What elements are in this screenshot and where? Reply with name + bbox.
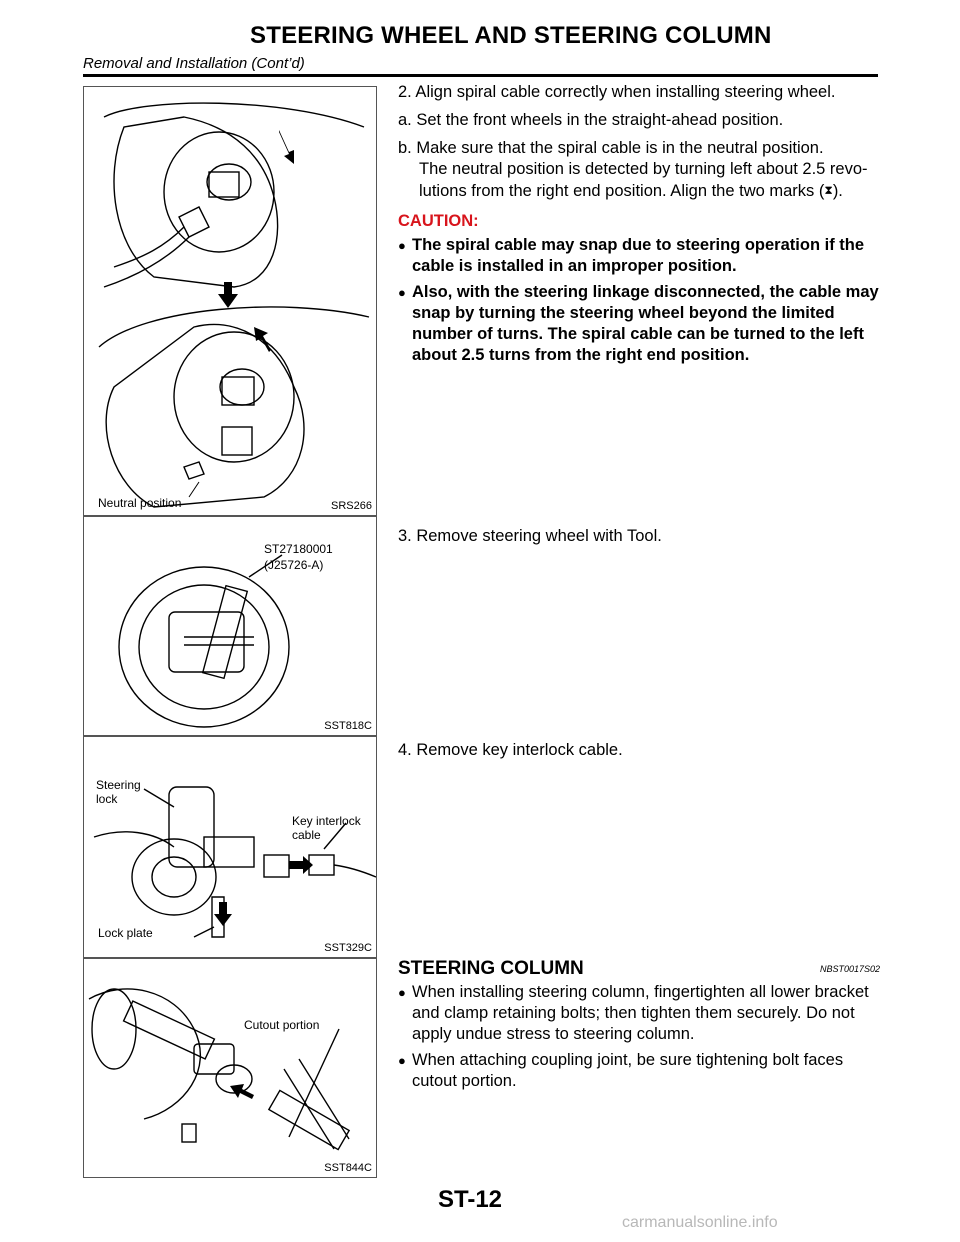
label-key-interlock: Key interlock [292,814,361,828]
alignment-mark-icon: ⧗ [824,183,833,197]
label-lock: lock [96,792,118,806]
step-3: 3. Remove steering wheel with Tool. [398,527,662,545]
step-2b-detail-line2: lutions from the right end position. Align the two marks ( [419,182,825,200]
label-tool-alt: (J25726-A) [264,558,324,572]
figure-code: SRS266 [331,500,372,512]
step-2a: a. Set the front wheels in the straight-ahead position. [398,111,784,129]
steering-column-bullets [398,982,880,1097]
caution-item-text: The spiral cable may snap due to steering operation if the cable is installed in an improper position. [412,236,865,275]
bullet-icon: ● [398,1053,406,1068]
caution-item [398,235,880,277]
instruction-item [398,982,880,1045]
figure-code: SST844C [324,1162,372,1174]
figure-code: SST329C [324,942,372,954]
watermark: carmanualsonline.info [622,1214,778,1231]
step-2b-detail [398,159,880,202]
page-title: STEERING WHEEL AND STEERING COLUMN [250,22,772,49]
instruction-item [398,1050,880,1092]
step-2-block [398,82,880,371]
instruction-item-text: When installing steering column, fingertighten all lower bracket and clamp retaining bolts; then tighten them securely. Do not apply undue stress to steering column. [412,983,869,1043]
page-subtitle: Removal and Installation (Cont’d) [83,55,305,72]
label-cable: cable [292,828,321,842]
label-steering: Steering [96,778,141,792]
page-number: ST-12 [438,1186,503,1213]
step-2b-detail-line1: The neutral position is detected by turning left about 2.5 revo- [419,160,868,178]
figure-key-interlock [83,736,377,958]
figure-steering-column [83,958,377,1178]
step-2b-title: b. Make sure that the spiral cable is in the neutral position. [398,139,824,157]
label-neutral-position: Neutral position [98,496,182,510]
label-tool-number: ST27180001 [264,542,333,556]
key-interlock-illustration [84,737,376,957]
caution-item [398,282,880,366]
caution-item-text: Also, with the steering linkage disconnected, the cable may snap by turning the steering wheel beyond the limited number of turns. The spiral cable can be turned to the left about 2.5 turns from the right end position. [412,283,879,364]
bullet-icon: ● [398,285,406,300]
section-title: STEERING COLUMN [398,958,584,979]
steering-column-illustration [84,959,376,1177]
header-rule [83,74,878,77]
instruction-item-text: When attaching coupling joint, be sure tightening bolt faces cutout portion. [412,1051,844,1090]
spiral-cable-illustration [84,87,376,515]
wheel-puller-illustration [84,517,376,735]
caution-title: CAUTION: [398,212,479,230]
label-cutout-portion: Cutout portion [244,1018,320,1032]
label-lock-plate: Lock plate [98,926,153,940]
bullet-icon: ● [398,238,406,253]
figure-code: SST818C [324,720,372,732]
step-4: 4. Remove key interlock cable. [398,741,623,759]
figure-spiral-cable [83,86,377,516]
section-heading [398,958,880,980]
step-2b-detail-end: ). [832,182,843,200]
bullet-icon: ● [398,985,406,1000]
section-code: NBST0017S02 [819,964,880,974]
step-2: 2. Align spiral cable correctly when installing steering wheel. [398,83,836,101]
step-2b [398,138,880,202]
figure-steering-wheel-removal [83,516,377,736]
